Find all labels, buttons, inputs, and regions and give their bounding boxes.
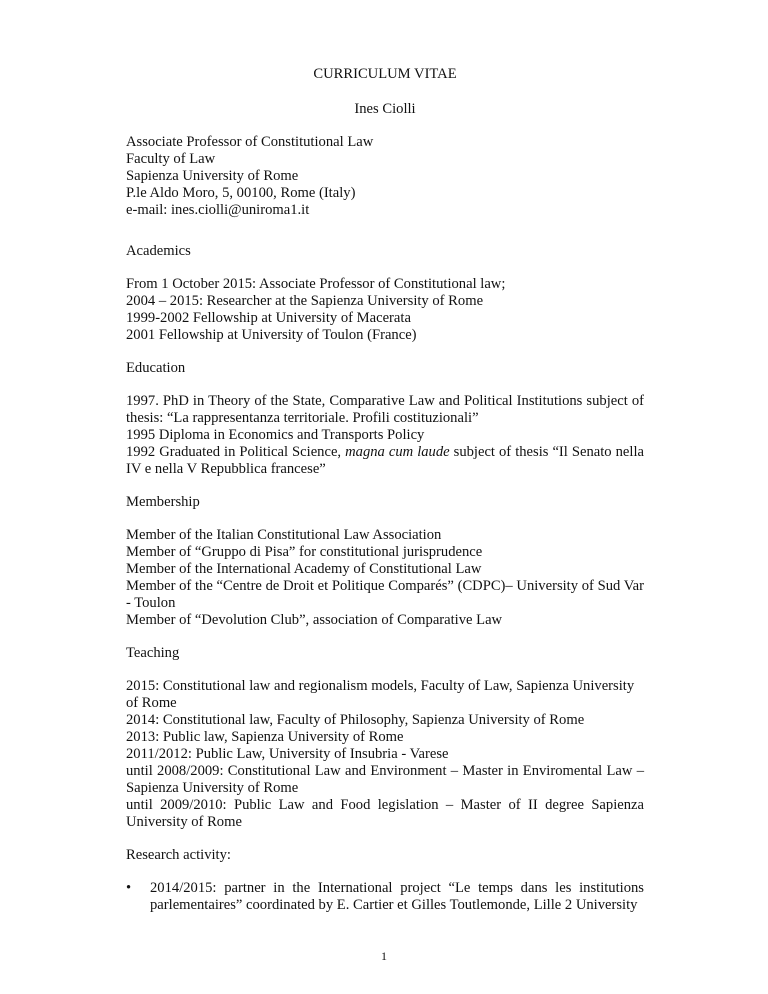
membership-item: Member of “Gruppo di Pisa” for constitutional jurisprudence — [126, 544, 483, 560]
bullet-icon: • — [126, 880, 132, 896]
graduation-text: 1992 Graduated in Political Science, — [126, 444, 346, 460]
author-name: Ines Ciolli — [354, 101, 416, 117]
education-phd: 1997. PhD in Theory of the State, Comparative Law and Political Institutions subject of thesis: “La rappresentanza territoriale. Profili costituzionali” — [126, 393, 644, 426]
academics-heading: Academics — [126, 243, 191, 259]
research-item-text: 2014/2015: partner in the International project “Le temps dans les institutions parlementaires” coordinated by E. Cartier et Gilles Toutlemonde, Lille 2 University — [150, 880, 644, 913]
membership-item: Member of the International Academy of Constitutional Law — [126, 561, 482, 577]
address-line: P.le Aldo Moro, 5, 00100, Rome (Italy) — [126, 185, 356, 201]
education-list — [126, 393, 644, 478]
teaching-item: until 2008/2009: Constitutional Law and Environment – Master in Enviromental Law – Sapienza University of Rome — [126, 763, 644, 796]
academics-item: From 1 October 2015: Associate Professor of Constitutional law; — [126, 276, 506, 292]
education-diploma: 1995 Diploma in Economics and Transports Policy — [126, 427, 425, 443]
membership-item: Member of the “Centre de Droit et Politique Comparés” (CDPC)– University of Sud Var - Toulon — [126, 578, 644, 611]
page-number: 1 — [381, 949, 387, 963]
teaching-item: 2011/2012: Public Law, University of Insubria - Varese — [126, 746, 449, 762]
email-line: e-mail: ines.ciolli@uniroma1.it — [126, 202, 310, 218]
contact-block — [126, 134, 644, 219]
academics-item: 2004 – 2015: Researcher at the Sapienza University of Rome — [126, 293, 484, 309]
academics-list — [126, 276, 644, 344]
teaching-list — [126, 678, 644, 831]
document-content — [126, 66, 644, 914]
academics-item: 2001 Fellowship at University of Toulon (France) — [126, 327, 417, 343]
graduation-thesis: subject of thesis “Il Senato nella IV e nella V Repubblica francese” — [126, 444, 644, 477]
research-heading: Research activity: — [126, 847, 231, 863]
teaching-item: 2014: Constitutional law, Faculty of Philosophy, Sapienza University of Rome — [126, 712, 585, 728]
graduation-honors: magna cum laude — [345, 444, 450, 460]
membership-item: Member of “Devolution Club”, association of Comparative Law — [126, 612, 503, 628]
document-title: CURRICULUM VITAE — [313, 66, 457, 82]
research-list — [126, 880, 644, 914]
academics-item: 1999-2002 Fellowship at University of Macerata — [126, 310, 411, 326]
faculty-line: Faculty of Law — [126, 151, 216, 167]
teaching-heading: Teaching — [126, 645, 180, 661]
research-item — [126, 880, 644, 914]
education-heading: Education — [126, 360, 186, 376]
teaching-item: 2015: Constitutional law and regionalism models, Faculty of Law, Sapienza University of Rome — [126, 678, 635, 711]
teaching-item: until 2009/2010: Public Law and Food legislation – Master of II degree Sapienza University of Rome — [126, 797, 644, 830]
position-line: Associate Professor of Constitutional Law — [126, 134, 374, 150]
membership-item: Member of the Italian Constitutional Law Association — [126, 527, 442, 543]
teaching-item: 2013: Public law, Sapienza University of Rome — [126, 729, 404, 745]
education-graduation — [126, 444, 644, 478]
university-line: Sapienza University of Rome — [126, 168, 299, 184]
membership-list — [126, 527, 644, 629]
membership-heading: Membership — [126, 494, 200, 510]
